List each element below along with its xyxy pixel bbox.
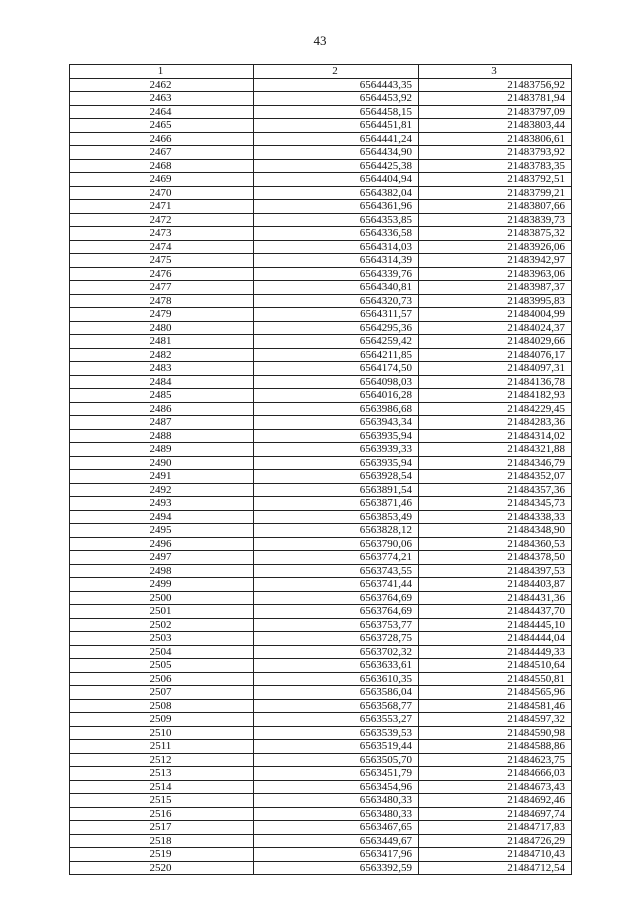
x-coordinate-cell: 6564016,28	[254, 389, 419, 403]
point-number-cell: 2490	[70, 456, 254, 470]
x-coordinate-cell: 6563454,96	[254, 780, 419, 794]
x-coordinate-cell: 6564404,94	[254, 173, 419, 187]
table-header-row	[70, 65, 572, 79]
table-row	[70, 564, 572, 578]
x-coordinate-cell: 6564458,15	[254, 105, 419, 119]
y-coordinate-cell: 21483799,21	[419, 186, 572, 200]
point-number-cell: 2482	[70, 348, 254, 362]
table-row	[70, 591, 572, 605]
table-row	[70, 686, 572, 700]
y-coordinate-cell: 21484229,45	[419, 402, 572, 416]
point-number-cell: 2475	[70, 254, 254, 268]
x-coordinate-cell: 6563553,27	[254, 713, 419, 727]
x-coordinate-cell: 6563943,34	[254, 416, 419, 430]
x-coordinate-cell: 6563519,44	[254, 740, 419, 754]
point-number-cell: 2508	[70, 699, 254, 713]
y-coordinate-cell: 21484352,07	[419, 470, 572, 484]
table-row	[70, 213, 572, 227]
point-number-cell: 2489	[70, 443, 254, 457]
table-row	[70, 578, 572, 592]
y-coordinate-cell: 21484623,75	[419, 753, 572, 767]
y-coordinate-cell: 21484550,81	[419, 672, 572, 686]
table-body	[70, 78, 572, 875]
point-number-cell: 2476	[70, 267, 254, 281]
table-row	[70, 362, 572, 376]
point-number-cell: 2505	[70, 659, 254, 673]
x-coordinate-cell: 6563451,79	[254, 767, 419, 781]
table-row	[70, 443, 572, 457]
table-row	[70, 794, 572, 808]
table-row	[70, 200, 572, 214]
y-coordinate-cell: 21483807,66	[419, 200, 572, 214]
y-coordinate-cell: 21484378,50	[419, 551, 572, 565]
table-row	[70, 618, 572, 632]
table-row	[70, 605, 572, 619]
table-row	[70, 672, 572, 686]
x-coordinate-cell: 6563828,12	[254, 524, 419, 538]
point-number-cell: 2468	[70, 159, 254, 173]
y-coordinate-cell: 21484449,33	[419, 645, 572, 659]
table-row	[70, 240, 572, 254]
y-coordinate-cell: 21484712,54	[419, 861, 572, 875]
x-coordinate-cell: 6563741,44	[254, 578, 419, 592]
table-row	[70, 537, 572, 551]
x-coordinate-cell: 6564361,96	[254, 200, 419, 214]
y-coordinate-cell: 21484444,04	[419, 632, 572, 646]
point-number-cell: 2472	[70, 213, 254, 227]
y-coordinate-cell: 21483792,51	[419, 173, 572, 187]
x-coordinate-cell: 6563891,54	[254, 483, 419, 497]
table-row	[70, 146, 572, 160]
x-coordinate-cell: 6563702,32	[254, 645, 419, 659]
table-row	[70, 632, 572, 646]
point-number-cell: 2513	[70, 767, 254, 781]
table-row	[70, 767, 572, 781]
x-coordinate-cell: 6564314,03	[254, 240, 419, 254]
table-row	[70, 267, 572, 281]
table-row	[70, 740, 572, 754]
x-coordinate-cell: 6563417,96	[254, 848, 419, 862]
table-row	[70, 159, 572, 173]
y-coordinate-cell: 21484338,33	[419, 510, 572, 524]
y-coordinate-cell: 21484024,37	[419, 321, 572, 335]
x-coordinate-cell: 6563392,59	[254, 861, 419, 875]
y-coordinate-cell: 21483995,83	[419, 294, 572, 308]
y-coordinate-cell: 21484692,46	[419, 794, 572, 808]
x-coordinate-cell: 6563871,46	[254, 497, 419, 511]
y-coordinate-cell: 21483803,44	[419, 119, 572, 133]
x-coordinate-cell: 6563467,65	[254, 821, 419, 835]
y-coordinate-cell: 21484581,46	[419, 699, 572, 713]
column-header-y-coordinate: 3	[419, 65, 572, 79]
x-coordinate-cell: 6563790,06	[254, 537, 419, 551]
y-coordinate-cell: 21483839,73	[419, 213, 572, 227]
y-coordinate-cell: 21484357,36	[419, 483, 572, 497]
table-row	[70, 335, 572, 349]
x-coordinate-cell: 6564320,73	[254, 294, 419, 308]
y-coordinate-cell: 21483793,92	[419, 146, 572, 160]
y-coordinate-cell: 21484397,53	[419, 564, 572, 578]
x-coordinate-cell: 6564353,85	[254, 213, 419, 227]
y-coordinate-cell: 21483875,32	[419, 227, 572, 241]
x-coordinate-cell: 6563928,54	[254, 470, 419, 484]
point-number-cell: 2479	[70, 308, 254, 322]
x-coordinate-cell: 6564259,42	[254, 335, 419, 349]
y-coordinate-cell: 21484431,36	[419, 591, 572, 605]
table-row	[70, 254, 572, 268]
table-row	[70, 227, 572, 241]
point-number-cell: 2518	[70, 834, 254, 848]
point-number-cell: 2463	[70, 92, 254, 106]
y-coordinate-cell: 21483987,37	[419, 281, 572, 295]
point-number-cell: 2480	[70, 321, 254, 335]
table-row	[70, 375, 572, 389]
table-row	[70, 699, 572, 713]
y-coordinate-cell: 21484590,98	[419, 726, 572, 740]
table-row	[70, 834, 572, 848]
x-coordinate-cell: 6563939,33	[254, 443, 419, 457]
point-number-cell: 2517	[70, 821, 254, 835]
table-row	[70, 402, 572, 416]
x-coordinate-cell: 6564434,90	[254, 146, 419, 160]
point-number-cell: 2474	[70, 240, 254, 254]
table-row	[70, 416, 572, 430]
x-coordinate-cell: 6563753,77	[254, 618, 419, 632]
y-coordinate-cell: 21484726,29	[419, 834, 572, 848]
y-coordinate-cell: 21484097,31	[419, 362, 572, 376]
x-coordinate-cell: 6564425,38	[254, 159, 419, 173]
point-number-cell: 2494	[70, 510, 254, 524]
x-coordinate-cell: 6564339,76	[254, 267, 419, 281]
point-number-cell: 2512	[70, 753, 254, 767]
x-coordinate-cell: 6563480,33	[254, 807, 419, 821]
table-row	[70, 186, 572, 200]
table-row	[70, 348, 572, 362]
x-coordinate-cell: 6564098,03	[254, 375, 419, 389]
x-coordinate-cell: 6563935,94	[254, 456, 419, 470]
x-coordinate-cell: 6563774,21	[254, 551, 419, 565]
x-coordinate-cell: 6563610,35	[254, 672, 419, 686]
table-row	[70, 294, 572, 308]
y-coordinate-cell: 21484136,78	[419, 375, 572, 389]
point-number-cell: 2478	[70, 294, 254, 308]
y-coordinate-cell: 21484437,70	[419, 605, 572, 619]
y-coordinate-cell: 21484445,10	[419, 618, 572, 632]
point-number-cell: 2511	[70, 740, 254, 754]
x-coordinate-cell: 6563743,55	[254, 564, 419, 578]
point-number-cell: 2498	[70, 564, 254, 578]
table-row	[70, 429, 572, 443]
y-coordinate-cell: 21484717,83	[419, 821, 572, 835]
column-header-x-coordinate: 2	[254, 65, 419, 79]
point-number-cell: 2519	[70, 848, 254, 862]
x-coordinate-cell: 6564336,58	[254, 227, 419, 241]
y-coordinate-cell: 21483926,06	[419, 240, 572, 254]
table-row	[70, 821, 572, 835]
x-coordinate-cell: 6563764,69	[254, 591, 419, 605]
table-row	[70, 321, 572, 335]
point-number-cell: 2484	[70, 375, 254, 389]
y-coordinate-cell: 21484597,32	[419, 713, 572, 727]
column-header-point-number: 1	[70, 65, 254, 79]
point-number-cell: 2514	[70, 780, 254, 794]
x-coordinate-cell: 6564441,24	[254, 132, 419, 146]
table-row	[70, 456, 572, 470]
point-number-cell: 2492	[70, 483, 254, 497]
table-row	[70, 645, 572, 659]
y-coordinate-cell: 21484588,86	[419, 740, 572, 754]
point-number-cell: 2487	[70, 416, 254, 430]
x-coordinate-cell: 6564295,36	[254, 321, 419, 335]
table-row	[70, 659, 572, 673]
x-coordinate-cell: 6564211,85	[254, 348, 419, 362]
y-coordinate-cell: 21483783,35	[419, 159, 572, 173]
page-number: 43	[313, 33, 327, 48]
point-number-cell: 2507	[70, 686, 254, 700]
y-coordinate-cell: 21483942,97	[419, 254, 572, 268]
y-coordinate-cell: 21484360,53	[419, 537, 572, 551]
point-number-cell: 2470	[70, 186, 254, 200]
table-row	[70, 389, 572, 403]
table-row	[70, 780, 572, 794]
x-coordinate-cell: 6564451,81	[254, 119, 419, 133]
x-coordinate-cell: 6564453,92	[254, 92, 419, 106]
x-coordinate-cell: 6564382,04	[254, 186, 419, 200]
x-coordinate-cell: 6563539,53	[254, 726, 419, 740]
x-coordinate-cell: 6563728,75	[254, 632, 419, 646]
point-number-cell: 2503	[70, 632, 254, 646]
table-row	[70, 281, 572, 295]
y-coordinate-cell: 21484673,43	[419, 780, 572, 794]
y-coordinate-cell: 21484697,74	[419, 807, 572, 821]
table-row	[70, 524, 572, 538]
x-coordinate-cell: 6563480,33	[254, 794, 419, 808]
y-coordinate-cell: 21484565,96	[419, 686, 572, 700]
x-coordinate-cell: 6563449,67	[254, 834, 419, 848]
point-number-cell: 2496	[70, 537, 254, 551]
table-row	[70, 551, 572, 565]
point-number-cell: 2485	[70, 389, 254, 403]
point-number-cell: 2493	[70, 497, 254, 511]
point-number-cell: 2465	[70, 119, 254, 133]
y-coordinate-cell: 21483797,09	[419, 105, 572, 119]
y-coordinate-cell: 21484510,64	[419, 659, 572, 673]
point-number-cell: 2499	[70, 578, 254, 592]
point-number-cell: 2506	[70, 672, 254, 686]
table-row	[70, 726, 572, 740]
x-coordinate-cell: 6563633,61	[254, 659, 419, 673]
point-number-cell: 2471	[70, 200, 254, 214]
table-row	[70, 848, 572, 862]
y-coordinate-cell: 21484182,93	[419, 389, 572, 403]
y-coordinate-cell: 21484283,36	[419, 416, 572, 430]
coordinates-table	[69, 64, 572, 875]
y-coordinate-cell: 21484004,99	[419, 308, 572, 322]
table-row	[70, 173, 572, 187]
table-row	[70, 105, 572, 119]
y-coordinate-cell: 21484345,73	[419, 497, 572, 511]
table-row	[70, 753, 572, 767]
y-coordinate-cell: 21484314,02	[419, 429, 572, 443]
x-coordinate-cell: 6564174,50	[254, 362, 419, 376]
x-coordinate-cell: 6563764,69	[254, 605, 419, 619]
x-coordinate-cell: 6564314,39	[254, 254, 419, 268]
y-coordinate-cell: 21484346,79	[419, 456, 572, 470]
y-coordinate-cell: 21484029,66	[419, 335, 572, 349]
x-coordinate-cell: 6564311,57	[254, 308, 419, 322]
point-number-cell: 2502	[70, 618, 254, 632]
x-coordinate-cell: 6564443,35	[254, 78, 419, 92]
table-row	[70, 483, 572, 497]
x-coordinate-cell: 6563986,68	[254, 402, 419, 416]
y-coordinate-cell: 21484710,43	[419, 848, 572, 862]
point-number-cell: 2486	[70, 402, 254, 416]
point-number-cell: 2466	[70, 132, 254, 146]
point-number-cell: 2504	[70, 645, 254, 659]
table-row	[70, 807, 572, 821]
point-number-cell: 2477	[70, 281, 254, 295]
table-row	[70, 713, 572, 727]
table-row	[70, 132, 572, 146]
point-number-cell: 2510	[70, 726, 254, 740]
point-number-cell: 2495	[70, 524, 254, 538]
x-coordinate-cell: 6563853,49	[254, 510, 419, 524]
y-coordinate-cell: 21484666,03	[419, 767, 572, 781]
table-row	[70, 497, 572, 511]
table-row	[70, 308, 572, 322]
y-coordinate-cell: 21484403,87	[419, 578, 572, 592]
x-coordinate-cell: 6563505,70	[254, 753, 419, 767]
point-number-cell: 2491	[70, 470, 254, 484]
point-number-cell: 2469	[70, 173, 254, 187]
point-number-cell: 2520	[70, 861, 254, 875]
x-coordinate-cell: 6563586,04	[254, 686, 419, 700]
table-row	[70, 92, 572, 106]
y-coordinate-cell: 21484321,88	[419, 443, 572, 457]
y-coordinate-cell: 21483963,06	[419, 267, 572, 281]
y-coordinate-cell: 21484348,90	[419, 524, 572, 538]
table-row	[70, 861, 572, 875]
point-number-cell: 2462	[70, 78, 254, 92]
point-number-cell: 2516	[70, 807, 254, 821]
y-coordinate-cell: 21484076,17	[419, 348, 572, 362]
point-number-cell: 2483	[70, 362, 254, 376]
point-number-cell: 2488	[70, 429, 254, 443]
point-number-cell: 2515	[70, 794, 254, 808]
point-number-cell: 2473	[70, 227, 254, 241]
x-coordinate-cell: 6564340,81	[254, 281, 419, 295]
table-row	[70, 510, 572, 524]
point-number-cell: 2509	[70, 713, 254, 727]
table-row	[70, 119, 572, 133]
table-row	[70, 470, 572, 484]
point-number-cell: 2464	[70, 105, 254, 119]
point-number-cell: 2501	[70, 605, 254, 619]
y-coordinate-cell: 21483806,61	[419, 132, 572, 146]
point-number-cell: 2500	[70, 591, 254, 605]
point-number-cell: 2467	[70, 146, 254, 160]
point-number-cell: 2481	[70, 335, 254, 349]
x-coordinate-cell: 6563935,94	[254, 429, 419, 443]
y-coordinate-cell: 21483781,94	[419, 92, 572, 106]
point-number-cell: 2497	[70, 551, 254, 565]
y-coordinate-cell: 21483756,92	[419, 78, 572, 92]
x-coordinate-cell: 6563568,77	[254, 699, 419, 713]
table-row	[70, 78, 572, 92]
